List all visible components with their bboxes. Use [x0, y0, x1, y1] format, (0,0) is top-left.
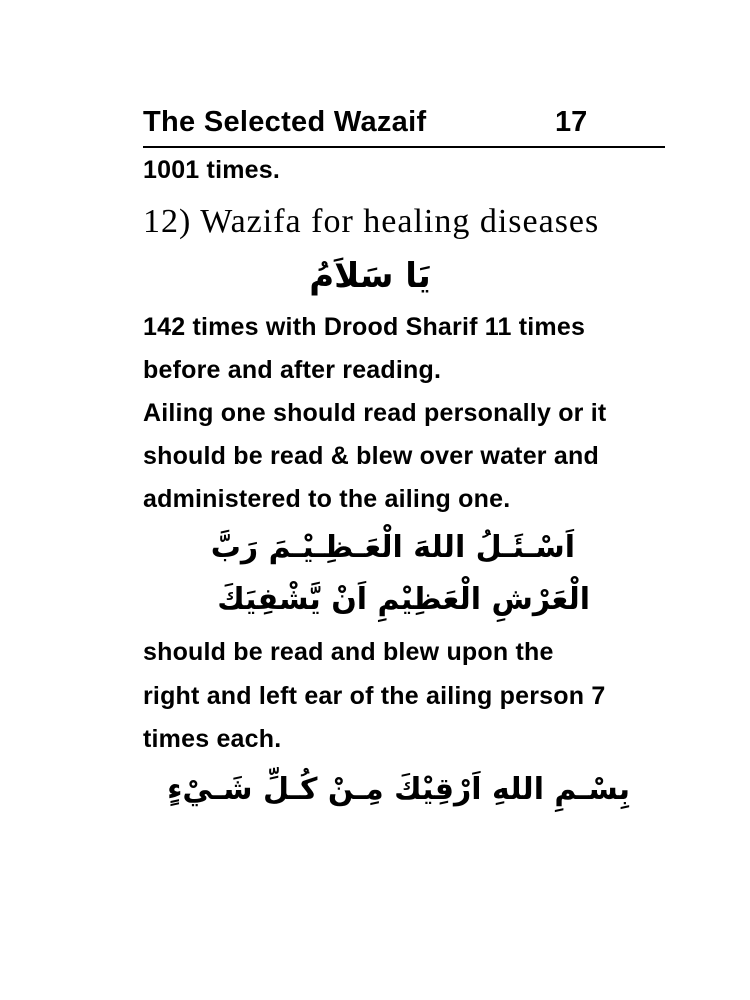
paragraph-line: times each. [143, 725, 282, 753]
paragraph-line: should be read & blew over water and [143, 442, 599, 470]
book-title: The Selected Wazaif [143, 106, 427, 138]
page-header [143, 104, 665, 148]
continued-text: 1001 times. [143, 156, 281, 184]
paragraph-line: administered to the ailing one. [143, 485, 511, 513]
arabic-invocation-2-line-1: اَسْـئَـلُ اللهَ الْعَـظِـيْـمَ رَبَّ [210, 530, 575, 565]
section-heading: 12) Wazifa for healing diseases [143, 203, 600, 240]
paragraph-line: Ailing one should read personally or it [143, 399, 607, 427]
page-number: 17 [555, 106, 588, 138]
paragraph-line: 142 times with Drood Sharif 11 times [143, 313, 586, 341]
paragraph-line: before and after reading. [143, 356, 442, 384]
arabic-invocation-2-line-2: الْعَرْشِ الْعَظِيْمِ اَنْ يَّشْفِيَكَ [217, 582, 590, 617]
arabic-invocation-3: بِسْـمِ اللهِ اَرْقِيْكَ مِـنْ كُـلِّ شَـيْءٍ [167, 772, 630, 807]
paragraph-line: right and left ear of the ailing person 7 [143, 682, 606, 710]
paragraph-line: should be read and blew upon the [143, 638, 554, 666]
header-rule [143, 146, 665, 148]
arabic-invocation-1: يَا سَلاَمُ [309, 256, 431, 296]
